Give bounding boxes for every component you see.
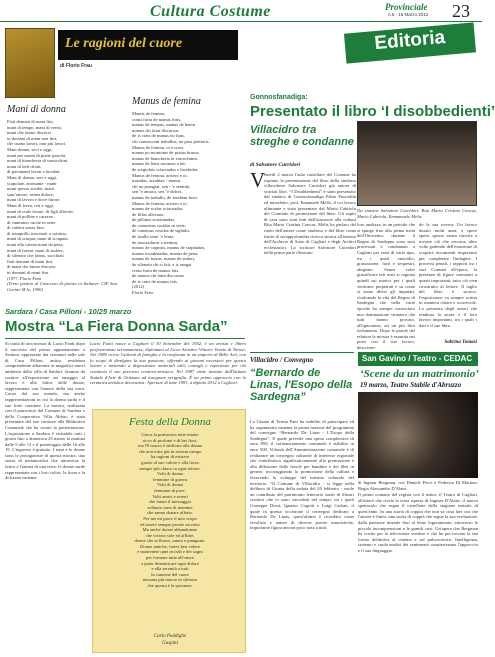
poem-line: che usano lavori, non più lavori. — [7, 141, 67, 147]
poem-line: crasu furiu de manus fais, — [132, 267, 180, 273]
ragioni-banner — [58, 30, 238, 60]
editoria-signature: Sabrina Tomasi — [444, 340, 477, 345]
poem-line: Florio Frau — [132, 290, 153, 295]
poem-line: scapolate, aromante - mani — [7, 180, 57, 186]
masthead-logo: Provinciale — [385, 2, 428, 12]
teatro-body: Il primo contatto del regista con il teatro, il Teatro di Cagliari, all'attore che rivela la terza ripresa di Ingmar D'Alatri, il nuovo spettacolo che segue il cartellone dalla stagione teatrale di quest'anno. In una storia di coppia che non sa cosa fare ora che l'amore è finito, una storia di coppia che segue la sua evoluzione, dalla passione iniziale fino al lento logoramento, attraverso le piccole incomprensioni e le grandi crisi. Un'opera che Bergman ha scritto per la televisione svedese e che ha poi trovato la sua forma definitiva al cinema e sul palcoscenico. Intelligenza, cinismo e cruda analisi dei sentimenti caratterizzano l'approccio e il suo linguaggio. — [358, 492, 478, 553]
poem-line: mani di tempo, mani di vento, — [7, 124, 63, 130]
poem-line: de silenziu chi si fait, e is sangai — [132, 262, 192, 268]
poem-line: manus de furrus, manus de sudori, — [132, 256, 196, 262]
editoria-title: Presentato il libro ‘I disobbedienti’ — [250, 103, 495, 120]
editoria-banner — [344, 22, 476, 63]
poem-line: mani spesso acerbe, mani — [7, 186, 54, 192]
teatro-kicker: San Gavino / Teatro - CEDAC — [362, 354, 473, 363]
poem-line: di pavimenti lavati e lucidati. — [7, 169, 61, 175]
teatro-title: ‘Scene da un matrimonio’ — [360, 368, 479, 380]
poem-line: manus de biancheria in varrochinus, — [132, 155, 199, 161]
poem-line: Volti amici e sereni — [152, 493, 188, 499]
poem-line: mani alla catena mani da pena, — [7, 242, 64, 248]
poem-line: per formare tutte all'onore — [146, 555, 194, 561]
poem-line: de fillus allevaus, — [132, 211, 165, 217]
editoria-col1: enerdì 2 marzo l'aula consiliare del Comune ha ospitato la presentazione del libro della studiosa villacidrese Salvatore Curridori già autore di svariati libri. “I Disobbedienti” è stato presentato dal sindaco di Gonnosfanadiga Fabio Pusceddu ed introdotto, prof. Emanuele Melis, il cui lavoro ultimante e stato presentato dal Mario Cabriolu del Comitato di promozione del libro. Gli ospiti di casa sono stati fatti dall'assessore alla cultura Rita Maria Cristina Concas. Melis ha parlato del ruolo dell'autore come studioso e del libro come frutto di un'approfondita ricerca storica all'interno dell'Archivio di Stato di Cagliari e degli Archivi ecclesiastici. Lo scrittore Salvatore Curridori nella prima parte illustrato — [264, 172, 356, 256]
poem-line: de pillutus acarinnadas, — [132, 217, 176, 223]
poem-line: la canzone del cuore — [151, 571, 189, 577]
poem-line: de istallu senz' 'e fenia, — [132, 234, 175, 240]
festa-box — [92, 409, 246, 653]
header-bar — [0, 0, 482, 22]
poem-line: di mani che fanno discorsi — [7, 264, 56, 270]
poem-mani-note: (Terzo premio al Concorso di poesia in Italiano- CIF San Gavino M.le, 1996) — [7, 281, 117, 292]
sardara-title: Mostra “La Fiera Donna Sarda” — [5, 318, 228, 335]
poem-line: de cunzinus cosidas de sighidu, — [132, 228, 190, 234]
divider — [5, 338, 245, 339]
ragioni-byline: di Florio Frau — [60, 63, 92, 69]
poem-line: manus de traballu, de arrabiau furri. — [132, 194, 198, 200]
poem-manus-title: Manus de femina — [132, 96, 201, 107]
poem-line: di silenzio che fanno, succhiati — [7, 253, 64, 259]
poem-line: manus chi faint discursus — [132, 127, 179, 133]
poem-line: mani di fornai, mani di sudore, — [7, 247, 64, 253]
poem-line: donne che soffrono, sanno e piangono. — [134, 538, 206, 544]
poem-line: manus de tempus, manus de bentu — [132, 122, 196, 128]
poem-line: fiati domani di mani fini, — [7, 258, 54, 264]
sardara-col1: Si tratta di una mostra di Lucio Fanti dopo il successo del primo appuntamento a Sardara, apprezzato dai visitatori nelle sale di Casa Pilloni, antica residenza comprendente adiacente ai magnifici nuovi ambienti della villa di Sanluri, faranno da cornice all'esposizione un omaggio al lavoro e alla fatica delle donne, rappresentate con l'amore della sua terra. Cuore del suo mondo, ma anche rappresentazioni in cui la donna sarda e il suo forte carattere. La mostra, realizzata con il patrocinio del Comune di Sardara e della Cooperativa Villa Abbas, è stata presentata dal suo curatore alla Biblioteca Comunale che ha curato la presentazione. L'esposizione a Sardara è visitabile tutti i giorni fino a domenica 25 marzo la mattina dalle 9 alle 13 e il pomeriggio dalle 16 alle 19. L'ingresso è gratuito. I temi e le donne sono le protagoniste di questa mostra, una storia di metamorfosi che attraversa la fatica e l'anima di una terra: le donne sarde rappresentate con i loro colori, la forza e la dolcezza insieme. — [5, 341, 85, 481]
villacidro-title: “Bernardo de Linas, l'Esopo della Sardegna” — [250, 367, 353, 403]
poem-line: mani che fanno discorsi — [7, 130, 51, 136]
festa-place: Guspini — [162, 641, 178, 646]
author-photo — [5, 28, 55, 98]
poem-line: e alla serenità a tutti — [151, 566, 189, 572]
poem-line: mani di biancheria di vanocchini, — [7, 158, 69, 164]
poem-line: soltanto sono di mamme — [147, 504, 193, 510]
poem-line: de is crais de manus no fiais, — [132, 133, 185, 139]
poem-line: femmine di pace. — [154, 487, 186, 493]
poem-line: in domani di mani fini. — [7, 270, 50, 276]
poem-line: di tranquillo trascinati a cottimo, — [7, 230, 68, 236]
poem-line: sanc'amore, senza dolore, — [7, 191, 54, 197]
poem-line: manus de letus torrausu a fai, — [132, 161, 186, 167]
poem-line: Manus de femina, arisero e oi, — [132, 172, 188, 178]
poem-line: chi connoscent traballus, no prus prettaris. — [132, 138, 210, 144]
poem-line: sen ''e amoru, sen ''e dolori, — [132, 189, 183, 195]
poem-line: crasti furiu de manus frais, — [132, 116, 182, 122]
ragioni-title: Le ragioni del cuore — [65, 36, 183, 51]
poem-line: manus incadenadas, manus de pena, — [132, 250, 199, 256]
teatro-banner — [358, 352, 478, 366]
poem-line: mani di lavoro e dove furore. — [7, 197, 61, 203]
teatro-subtitle: 19 marzo, Teatro Stabile d'Abruzzo — [360, 381, 462, 389]
poem-line: de trasciaduras a tretimu, — [132, 239, 179, 245]
poem-line: che non esita più in nessun campo — [138, 448, 202, 454]
poem-line: Manus de femina, — [132, 111, 166, 116]
poem-mani-title: Mani di donna — [7, 104, 66, 115]
villacidro-kicker: Villacidro / Convegno — [250, 356, 314, 364]
poem-line: Volti di donna — [157, 482, 183, 488]
poem-line: manus de scalas sciacuadas, — [132, 206, 184, 212]
poem-line: che questa è la speranza. — [147, 583, 193, 589]
poem-line: Donne amiche, fatevi ben volere — [140, 543, 200, 549]
editoria-subtitle: Villacidro tra streghe e condanne — [250, 124, 354, 148]
poem-line: de manus chi faint discursus — [132, 273, 185, 279]
editoria-label: Editoria — [373, 26, 446, 55]
festa-author: Carlo Poddighe — [153, 634, 187, 639]
poem-line: ed essere sempre pronte servizio — [140, 521, 200, 527]
poem-line: chi no prangiat, sen - 'e sentidu, — [132, 183, 191, 189]
villacidro-box — [250, 352, 354, 654]
editoria-photo — [357, 121, 477, 206]
editoria-col2: loro analizza, in un periodo che si spinge fino alla prima metà dell'Ottocento, durante il Regno di Sardegna sono stati processati e condannati a Cagliari per reati di varia tipo, tra i quali omicidio, grassazione, furti e sequestri, abigeato. Senza voler giustificare tali reati si ragiona quindi sui motivi per i quali venivano perpetrati e su come si siano difesi gli imputati, ricalcando la vita del Regno di Sardegna che nella varie epoche ha sempre conosciuto una dominazione straniera che tutti hanno provato, all'ignoranza, ad un più fitto isolamento. Dopo le parole del relatore la mostra è esaurita nei posti con il suo lavoro, descriven- — [357, 222, 415, 351]
poem-manus-body — [132, 111, 244, 301]
teatro-photo — [358, 392, 478, 478]
poem-line: a poter dimenticare ogni dolore — [141, 560, 199, 566]
issue-info: n.6 - 15 Marzo 2012 — [388, 12, 429, 17]
poem-line: Volti di donna — [157, 471, 183, 477]
poem-line: che vivono sole ed afflitte, — [145, 532, 195, 538]
poem-line: (1977, Florio Frau — [7, 275, 41, 281]
poem-line: che sanno donare affetto. — [146, 510, 194, 516]
poem-line: che fanno il messaggio — [148, 499, 192, 505]
festa-title: Festa della Donna — [129, 416, 211, 428]
poem-line: sempre più chiaro in ogni settore. — [139, 465, 201, 471]
poem-line: Manus de femina, arisero e oi, — [132, 200, 188, 206]
poem-line: Mani donna, sevi e oggi, — [7, 146, 53, 152]
poem-line: (2012) — [132, 284, 145, 290]
poem-line: Per me mi piace il mio scopo — [143, 515, 197, 521]
editoria-byline: di Salvatore Curridori — [250, 162, 301, 168]
poem-line: mani per monti di piatti sporchi, — [7, 152, 67, 158]
poem-line: Mani di forza, ieri e oggi, — [7, 202, 55, 208]
teatro-lead: di Ingmar Bergman, con Daniele Pecci e Federica Di Martino. Regia Alessandro D'Alatri. — [358, 480, 478, 491]
sardara-col2: Lucio Fanti nasce a Cagliari il 30 Settembre del 1952, è un artista e libero professionista serramannese, diplomato al Liceo Artistico Vittorio Veneto di Torino. Nel 1980 riceve l'attività di famiglia e la trasforma in un emporio di Belle Arti, con lo scopo di divulgare la sua passione, offrendo ai giovani necessari per questo lavoro e mettendo a disposizione materiali utili, consigli e esperienze per chi comincia il suo percorso creativo-artistico. Nel 1987 viene invitato dall'Istituto Statale d'Arte di Oristano ad insegnare serigrafia. È un primo approccio con la ceramica artistica decorativa: Aperture di tutte 1993, a dipinto 2012 a Cagliari. — [90, 341, 246, 386]
poem-line: di calzini senza fine, — [7, 225, 45, 231]
editoria-dropcap: V — [250, 168, 266, 192]
sardara-kicker: Sardara / Casa Pilloni - 10/25 marzo — [5, 307, 132, 316]
poem-line: ha ragioni di esistere — [150, 454, 190, 460]
page-number: 23 — [452, 1, 470, 21]
poem-line: Gioca la primavera tutte intatte — [141, 432, 199, 437]
poem-line: in dorsani di mani non fini, — [7, 135, 58, 141]
poem-line: de sregiolais sciacuadas e lucidadas. — [132, 166, 199, 172]
editoria-col3: do la sua ricerca. Un lavoro durato molti anni, a spese spese, spesso senza riuscire a trovare ciò che cercava, altre volte godendo dell'emozione di scoprire documenti importanti per completare l'indagine. I processi penali, i rapporti tra i vari Comuni all'epoca, la presenza di figure connotati a questi importanti, tutto ciò vien ricostruito al lettore. Il taglio del libro è storico, l'esposizione va sempre scritta in maniera chiara e scorrevole. La presenza degli autori che rendono la storia e il loro lavoro importanti, tra i quali i dati e il suo libro. — [419, 222, 477, 328]
section-title: Cultura Costume — [150, 3, 271, 20]
poem-line: grazie al suo valore e alla forza — [141, 459, 199, 465]
poem-line: mani di sciupar, mani di sciupata, — [7, 236, 69, 242]
poem-line: manus po montonis de pratus brutus, — [132, 150, 200, 156]
poem-line: e mantenete quei ricordi e dei sogni — [137, 549, 203, 555]
editoria-kicker: Gonnosfanadiga: — [250, 94, 308, 101]
poem-line: manus de ciapitus, manus de ciapitadas, — [132, 245, 206, 251]
poem-line: trazadas, arrubiau - manus — [132, 178, 181, 184]
poem-line: de is crais de manus fais. — [132, 278, 178, 284]
poem-mani-body — [7, 119, 117, 279]
poem-line: di cammino cucite in serie, — [7, 219, 57, 225]
villacidro-body: La Giunta di Teresa Pani ha stabilito di partecipare ed ha organizzato insieme la prima nazione del programma del convegno “Bernardo De Linas - L'Esopo della Sardegna”. Il quale prevede una spesa complessiva di euro 850, il cofinanziamento comunale è stabilito in euro 500. Volontà dell'Amministrazione comunale è di realizzare un convegno culturale di interesse regionale che contribuisca significativamente alla promozione e alla diffusione delle favole per bambini e dei libri in genere, incoraggiando la promozione della cultura e favorendo lo sviluppo del turismo culturale del territorio. “Il Comune di Villacidro - si legge nella delibera di Giunta della seduta del 20 febbraio - vuole un contributo del patrimonio letterario sardo di illustri scrittori che vi sono succeduti nel tempo, tra i quali Giuseppe Dessì, Ignazio Cogotti e Luigi Cadoni, il quale in questa occasione il convegno dedicato a Bernardo De Linas, quest'ultimo è ricordato come favolista e autore di diverse poesie umoristiche, importante figura ancora poco nota a tutti. — [250, 419, 354, 531]
poem-line: mani di scale lavate, di figli allevati, — [7, 208, 74, 214]
poem-line: nessuna più muore in silenzio — [142, 577, 198, 583]
editoria-caption: Da sinistra Salvatore Curridori, Rita Maria Cristina Concas, Mario Cabriolu, Emmanuele Melis. — [357, 208, 477, 219]
poem-line: de cammisas cosidas in serie, — [132, 222, 186, 228]
festa-body — [97, 432, 243, 622]
poem-line: ricco di profumi e di bei fiori, — [142, 437, 198, 443]
poem-line: Fisti domani di mani fini, — [7, 119, 54, 124]
poem-line: Ma anche donne abbandonate — [142, 527, 198, 533]
poem-line: mani di letti rifatti, — [7, 163, 42, 169]
poem-line: mani di polline e carezze, — [7, 214, 55, 220]
poem-line: ma l'8 marzo è dedicato alla donna — [138, 443, 202, 449]
poem-line: Manus de femina, oi e crasi, — [132, 144, 184, 150]
poem-line: femmine di guerra — [153, 476, 187, 482]
poem-line: Mani di donna, sevi e oggi, — [7, 174, 58, 180]
